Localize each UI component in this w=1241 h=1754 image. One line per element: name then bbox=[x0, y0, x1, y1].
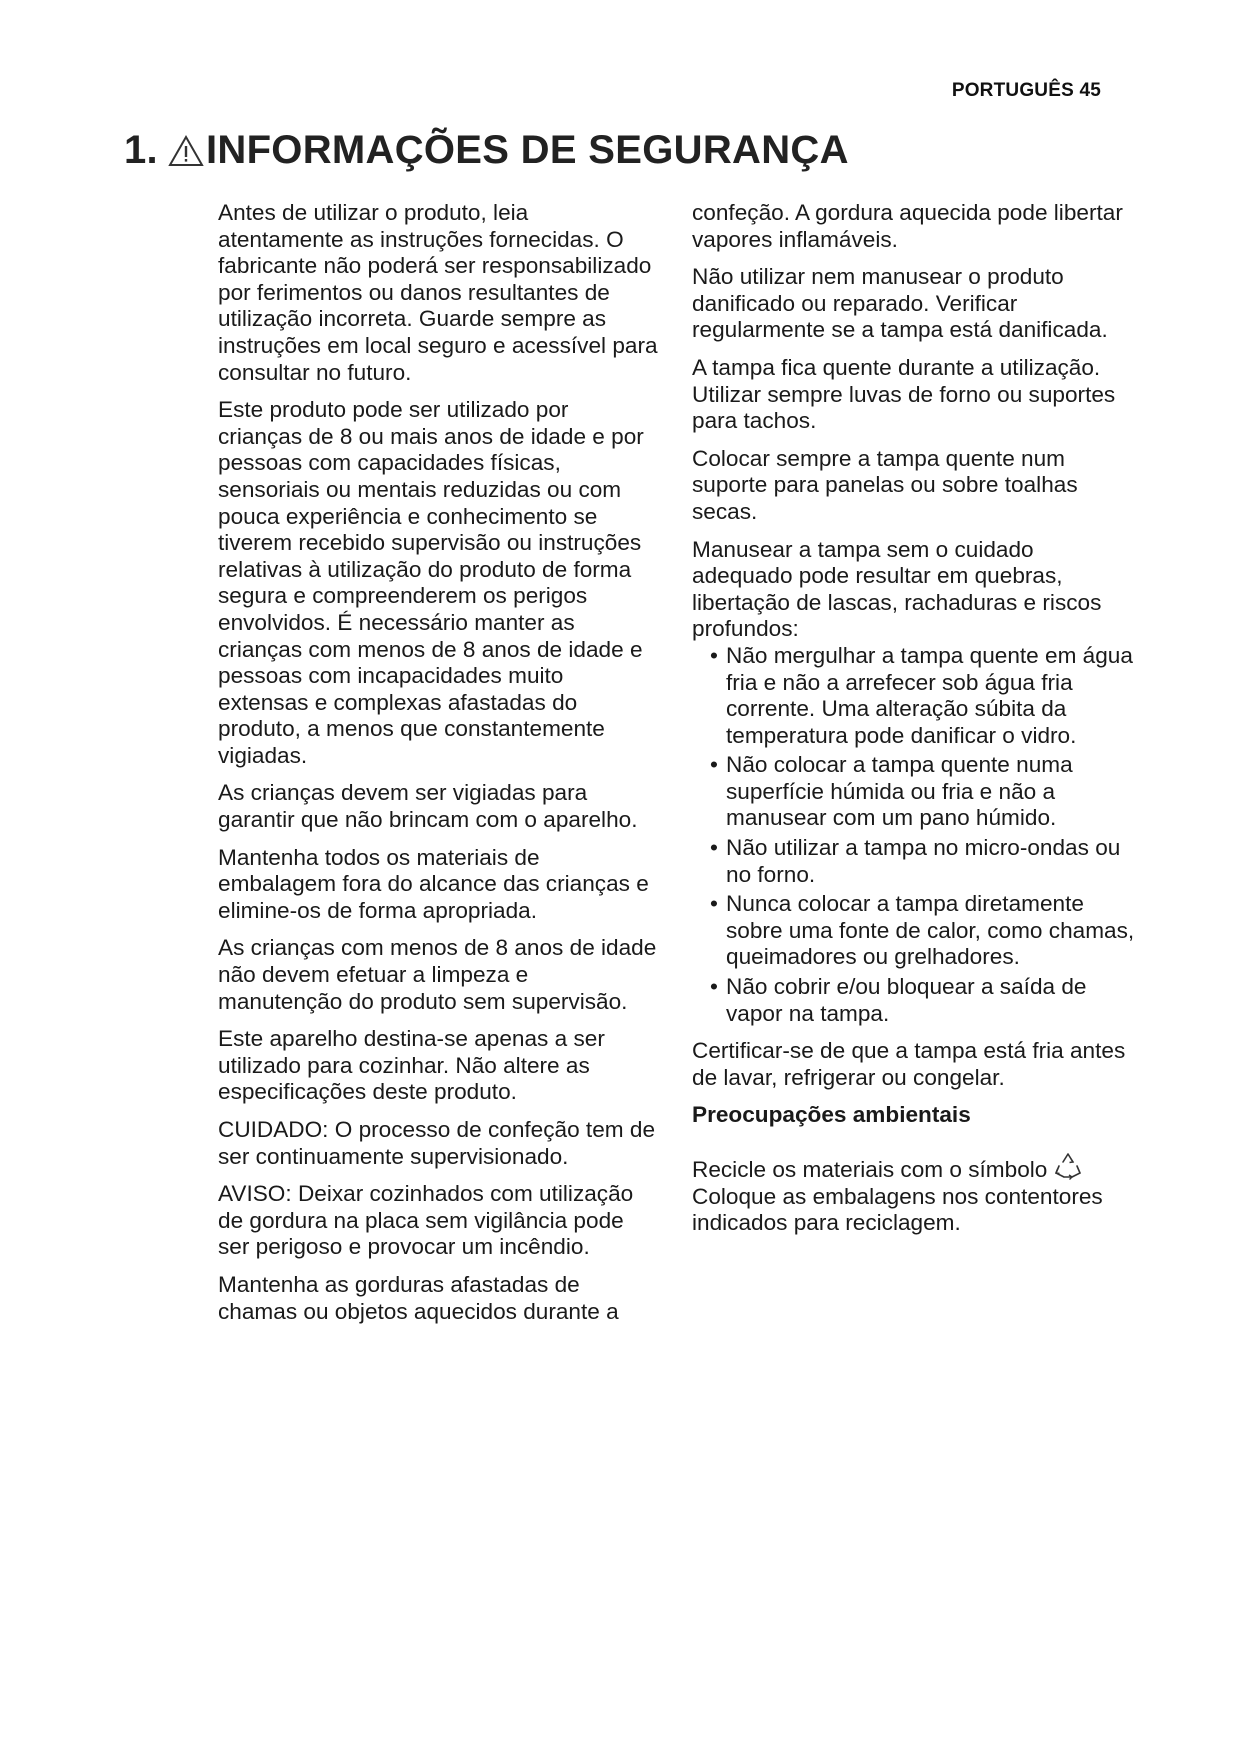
recycle-icon bbox=[1053, 1151, 1083, 1181]
paragraph: Mantenha as gorduras afastadas de chamas ou objetos aquecidos durante a bbox=[218, 1271, 619, 1324]
list-item bbox=[692, 974, 1140, 1027]
list-item bbox=[692, 643, 1140, 749]
section-number: 1. bbox=[124, 128, 158, 172]
paragraph: Este aparelho destina-se apenas a ser utilizado para cozinhar. Não altere as especificações deste produto. bbox=[218, 1026, 605, 1105]
list-item bbox=[692, 752, 1140, 832]
bullet-icon: • bbox=[710, 891, 718, 917]
list-item bbox=[692, 835, 1140, 888]
paragraph: As crianças devem ser vigiadas para garantir que não brincam com o aparelho. bbox=[218, 780, 638, 833]
paragraph: CUIDADO: O processo de confeção tem de ser continuamente supervisionado. bbox=[218, 1117, 656, 1169]
list-item-text: Não utilizar a tampa no micro-ondas ou no forno. bbox=[726, 835, 1121, 887]
paragraph: As crianças com menos de 8 anos de idade não devem efetuar a limpeza e manutenção do produto sem supervisão. bbox=[218, 935, 657, 1014]
env-paragraph bbox=[692, 1151, 1140, 1184]
paragraph: Este produto pode ser utilizado por crianças de 8 ou mais anos de idade e por pessoas com capacidades físicas, sensoriais ou mentais reduzidas ou com pouca experiência e conhecimento se tiverem recebido supervisão ou instruções relativas à utilização do produto de forma segura e compreenderem os perigos envolvidos. É necessário manter as crianças com menos de 8 anos de idade e pessoas com incapacidades muito extensas e complexas afastadas do produto, a menos que constantemente vigiadas. bbox=[218, 397, 644, 768]
paragraph: Antes de utilizar o produto, leia atentamente as instruções fornecidas. O fabricante não poderá ser responsabilizado por ferimentos ou danos resultantes de utilização incorreta. Guarde sempre as instruções em local seguro e acessível para consultar no futuro. bbox=[218, 200, 658, 385]
bullet-list bbox=[692, 643, 1140, 1027]
bullet-icon: • bbox=[710, 752, 718, 778]
env-text-1: Recicle os materiais com o símbolo bbox=[692, 1157, 1048, 1182]
bullet-icon: • bbox=[710, 642, 718, 668]
paragraph: AVISO: Deixar cozinhados com utilização de gordura na placa sem vigilância pode ser perigoso e provocar um incêndio. bbox=[218, 1181, 634, 1260]
env-heading: Preocupações ambientais bbox=[692, 1102, 971, 1128]
list-item bbox=[692, 891, 1140, 971]
paragraph: Não utilizar nem manusear o produto danificado ou reparado. Verificar regularmente se a tampa está danificada. bbox=[692, 264, 1108, 343]
env-paragraph-2: Coloque as embalagens nos contentores indicados para reciclagem. bbox=[692, 1183, 1103, 1236]
page-header: PORTUGUÊS 45 bbox=[951, 80, 1101, 101]
paragraph: Manusear a tampa sem o cuidado adequado pode resultar em quebras, libertação de lascas, rachaduras e riscos profundos: bbox=[692, 536, 1102, 642]
paragraph: Mantenha todos os materiais de embalagem fora do alcance das crianças e elimine-os de forma apropriada. bbox=[218, 844, 649, 923]
bullet-icon: • bbox=[710, 835, 718, 861]
warning-icon bbox=[168, 134, 204, 168]
paragraph: Colocar sempre a tampa quente num suporte para panelas ou sobre toalhas secas. bbox=[692, 445, 1078, 524]
list-item-text: Nunca colocar a tampa diretamente sobre uma fonte de calor, como chamas, queimadores ou grelhadores. bbox=[726, 891, 1135, 970]
paragraph: confeção. A gordura aquecida pode libertar vapores inflamáveis. bbox=[692, 200, 1123, 252]
list-item-text: Não cobrir e/ou bloquear a saída de vapor na tampa. bbox=[726, 974, 1087, 1026]
paragraph: A tampa fica quente durante a utilização. Utilizar sempre luvas de forno ou suportes para tachos. bbox=[692, 354, 1116, 434]
list-item-text: Não mergulhar a tampa quente em água fria e não a arrefecer sob água fria corrente. Uma alteração súbita da temperatura pode danificar o vidro. bbox=[726, 642, 1133, 748]
bullet-icon: • bbox=[710, 974, 718, 1000]
page-title bbox=[124, 128, 849, 173]
list-item-text: Não colocar a tampa quente numa superfície húmida ou fria e não a manusear com um pano húmido. bbox=[726, 752, 1073, 831]
paragraph: Certificar-se de que a tampa está fria antes de lavar, refrigerar ou congelar. bbox=[692, 1038, 1126, 1090]
right-column bbox=[692, 200, 1140, 1248]
left-column bbox=[218, 200, 658, 1336]
section-title-text: INFORMAÇÕES DE SEGURANÇA bbox=[205, 128, 849, 172]
